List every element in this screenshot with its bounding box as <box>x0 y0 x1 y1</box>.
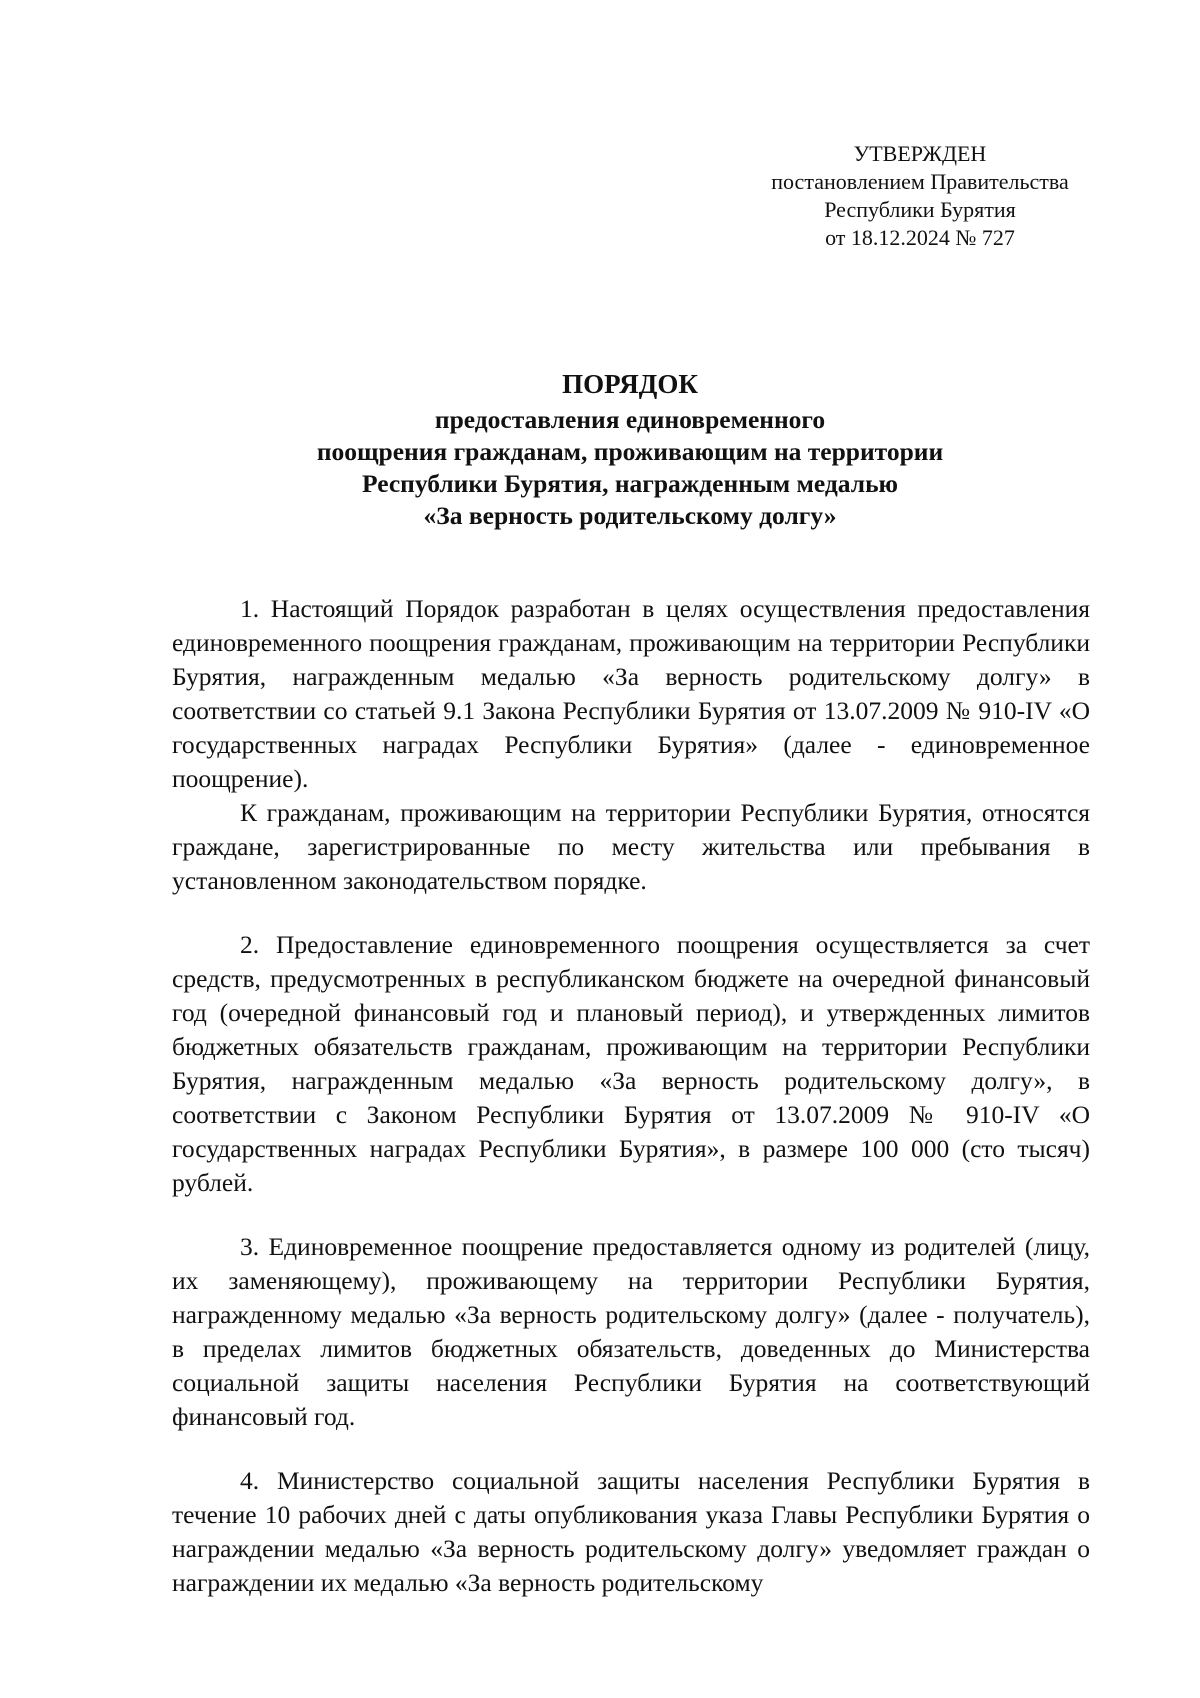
paragraph-3: 3. Единовременное поощрение предоставляется одному из родителей (лицу, их заменяющему), проживающему на территории Республики Бурятия, награжденному медалью «За верность родительскому долгу» (далее - получатель), в пределах лимитов бюджетных обязательств, доведенных до Министерства социальной защиты населения Республики Бурятия на соответствующий финансовый год. <box>172 1232 1090 1431</box>
document-subtitle-line: Республики Бурятия, награжденным медалью <box>361 469 899 498</box>
document-body <box>172 592 1090 1600</box>
approval-date-number: от 18.12.2024 № 727 <box>825 225 1015 250</box>
approval-region: Республики Бурятия <box>824 197 1016 222</box>
approval-stamp <box>740 140 1100 252</box>
paragraph-2: 2. Предоставление единовременного поощрения осуществляется за счет средств, предусмотренных в республиканском бюджете на очередной финансовый год (очередной финансовый год и плановый период), и утвержденных лимитов бюджетных обязательств гражданам, проживающим на территории Республики Бурятия, награжденным медалью «За верность родительскому долгу», в соответствии с Законом Республики Бурятия от 13.07.2009 № 910-IV «О государственных наградах Республики Бурятия», в размере 100 000 (сто тысяч) рублей. <box>172 930 1090 1197</box>
approval-heading: УТВЕРЖДЕН <box>853 141 987 166</box>
document-title-main: ПОРЯДОК <box>562 369 698 399</box>
approval-resolution: постановлением Правительства <box>771 169 1069 194</box>
document-subtitle-line: «За верность родительскому долгу» <box>423 501 837 530</box>
paragraph-4: 4. Министерство социальной защиты населения Республики Бурятия в течение 10 рабочих дней с даты опубликования указа Главы Республики Бурятия о награждении медалью «За верность родительскому долгу» уведомляет граждан о награждении их медалью «За верность родительскому <box>172 1466 1090 1597</box>
document-subtitle-line: предоставления единовременного <box>434 405 826 434</box>
paragraph-1: 1. Настоящий Порядок разработан в целях осуществления предоставления единовременного поощрения гражданам, проживающим на территории Республики Бурятия, награжденным медалью «За верность родительскому долгу» в соответствии со статьей 9.1 Закона Республики Бурятия от 13.07.2009 № 910-IV «О государственных наградах Республики Бурятия» (далее - единовременное поощрение). <box>172 594 1090 793</box>
paragraph-1-continued: К гражданам, проживающим на территории Республики Бурятия, относятся граждане, зарегистрированные по месту жительства или пребывания в установленном законодательством порядке. <box>172 798 1090 895</box>
document-subtitle-line: поощрения гражданам, проживающим на территории <box>316 437 944 466</box>
document-title <box>170 368 1090 532</box>
